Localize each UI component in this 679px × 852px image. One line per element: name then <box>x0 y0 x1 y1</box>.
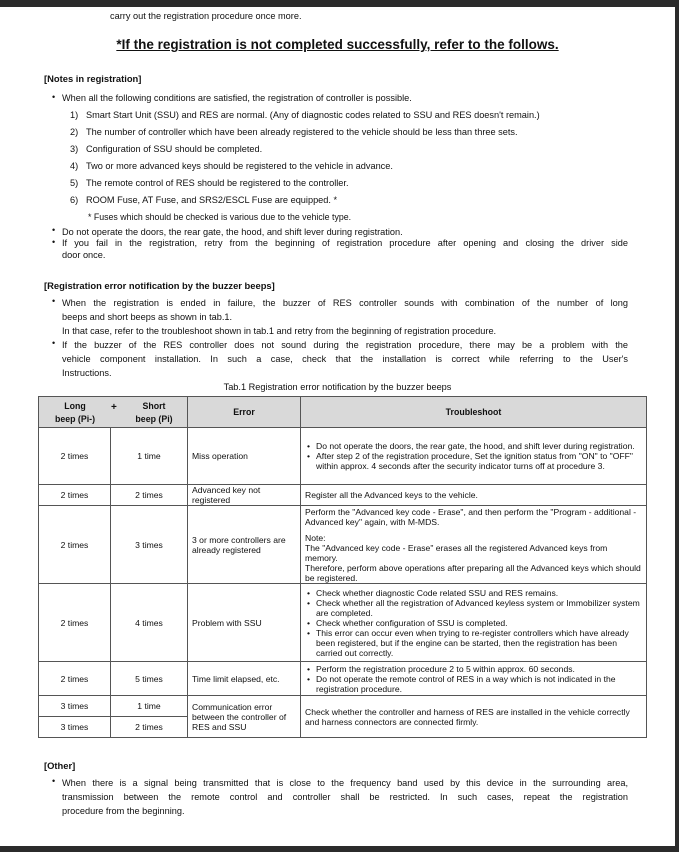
troubleshoot-cell <box>301 662 647 696</box>
troubleshoot-cell <box>301 428 647 485</box>
condition-text: ROOM Fuse, AT Fuse, and SRS2/ESCL Fuse are equipped. * <box>86 195 338 205</box>
troubleshoot-item: • Check whether diagnostic Code related SSU and RES remains. <box>316 588 642 598</box>
conditions-intro: When all the following conditions are satisfied, the registration of controller is possible. <box>62 93 412 103</box>
table-row <box>39 485 647 506</box>
troubleshoot-header: Troubleshoot <box>301 397 647 428</box>
long-beep-cell: 2 times <box>39 506 111 584</box>
condition-text: The remote control of RES should be registered to the controller. <box>86 178 349 188</box>
table-row <box>39 662 647 696</box>
troubleshoot-para: Perform the "Advanced key code - Erase", and then perform the "Program - additional - Advanced key" again, with M-MDS. <box>305 506 637 527</box>
error-cell: 3 or more controllers are already registered <box>188 506 301 584</box>
error-header: Error <box>188 397 301 428</box>
intro-line: carry out the registration procedure once more. <box>110 11 302 21</box>
condition-num: 4) <box>70 161 79 171</box>
other-bullet-cont: transmission between the remote control and controller shall be restricted. In such cases, repeat the registration <box>62 792 628 802</box>
condition-text: The number of controller which have been already registered to the vehicle should be less than three sets. <box>86 127 518 137</box>
troubleshoot-cell <box>301 506 647 584</box>
troubleshoot-para: Therefore, perform above operations after preparing all the Advanced keys which should be registered. <box>305 562 641 583</box>
bullet-dot-icon: • <box>52 776 56 786</box>
long-beep-cell: 2 times <box>39 662 111 696</box>
other-section-title: [Other] <box>44 760 76 771</box>
condition-text: Two or more advanced keys should be registered to the vehicle in advance. <box>86 161 393 171</box>
troubleshoot-item: • Do not operate the remote control of RES in a way which is not indicated in the registration procedure. <box>316 674 642 694</box>
window-top-edge <box>0 0 679 7</box>
condition-num: 1) <box>70 110 79 120</box>
troubleshoot-item: • This error can occur even when trying to re-register controllers which have already been registered, but if the engine can be started, then the registration has been carried out correctly. <box>316 628 642 658</box>
buzzer-section-title: [Registration error notification by the buzzer beeps] <box>44 280 275 291</box>
troubleshoot-item: • Perform the registration procedure 2 to 5 within approx. 60 seconds. <box>316 664 642 674</box>
buzzer-bullet-failure-cont: In that case, refer to the troubleshoot shown in tab.1 and retry from the beginning of registration procedure. <box>62 326 497 336</box>
troubleshoot-item: • Check whether configuration of SSU is completed. <box>316 618 642 628</box>
long-beep-cell: 2 times <box>39 428 111 485</box>
condition-text: Configuration of SSU should be completed. <box>86 144 263 154</box>
error-cell: Problem with SSU <box>188 584 301 662</box>
scrollbar-track[interactable] <box>675 0 679 852</box>
long-beep-cell: 3 times <box>39 696 111 717</box>
short-beep-cell: 3 times <box>111 506 188 584</box>
short-beep-cell: 1 time <box>111 696 188 717</box>
condition-num: 2) <box>70 127 79 137</box>
short-beep-cell: 2 times <box>111 485 188 506</box>
table-row <box>39 506 647 584</box>
buzzer-bullet-no-sound-cont: vehicle component installation. In such a case, check that the installation is correct while referring to the User's <box>62 354 628 364</box>
long-beep-cell: 2 times <box>39 485 111 506</box>
main-heading: *If the registration is not completed successfully, refer to the follows. <box>116 37 559 52</box>
short-beep-cell: 4 times <box>111 584 188 662</box>
bullet-dot-icon: • <box>52 237 56 247</box>
error-table <box>38 396 647 738</box>
long-beep-cell: 3 times <box>39 717 111 738</box>
notes-bullet-retry-cont: door once. <box>62 250 106 260</box>
long-beep-cell: 2 times <box>39 584 111 662</box>
short-beep-header: Short beep (Pi) <box>135 401 173 424</box>
long-beep-header: Long beep (Pi-) <box>54 401 96 424</box>
window-bottom-edge <box>0 846 679 852</box>
notes-section-title: [Notes in registration] <box>44 73 142 84</box>
bullet-dot-icon: • <box>52 92 56 102</box>
bullet-dot-icon: • <box>52 225 56 235</box>
condition-num: 5) <box>70 178 79 188</box>
plus-symbol: + <box>111 402 117 413</box>
troubleshoot-item: • Check whether all the registration of Advanced keyless system or Immobilizer system are completed. <box>316 598 642 618</box>
buzzer-bullet-no-sound-cont: Instructions. <box>62 368 112 378</box>
notes-bullet-doors: Do not operate the doors, the rear gate, the hood, and shift lever during registration. <box>62 227 403 237</box>
other-bullet: When there is a signal being transmitted that is close to the frequency band used by this device in the surrounding area, <box>62 778 628 788</box>
table-row <box>39 584 647 662</box>
error-cell: Advanced key not registered <box>188 485 301 506</box>
troubleshoot-item: • After step 2 of the registration procedure, Set the ignition status from "ON" to "OFF" within approx. 4 seconds after the security indicator turns off at procedure 3. <box>316 451 642 471</box>
error-cell: Time limit elapsed, etc. <box>188 662 301 696</box>
troubleshoot-cell: Check whether the controller and harness of RES are installed in the vehicle correctly and harness connectors are connected firmly. <box>301 696 647 738</box>
buzzer-bullet-failure-cont: beeps and short beeps as shown in tab.1. <box>62 312 233 322</box>
troubleshoot-cell <box>301 584 647 662</box>
table-caption: Tab.1 Registration error notification by the buzzer beeps <box>223 382 452 392</box>
other-bullet-cont: procedure from the beginning. <box>62 806 185 816</box>
short-beep-cell: 2 times <box>111 717 188 738</box>
condition-text: Smart Start Unit (SSU) and RES are normal. (Any of diagnostic codes related to SSU and RES doesn't remain.) <box>86 110 540 120</box>
buzzer-bullet-no-sound: If the buzzer of the RES controller does not sound during the registration procedure, there may be a problem with the <box>62 340 628 350</box>
table-row <box>39 696 647 717</box>
document-page <box>0 7 675 846</box>
fuse-note: * Fuses which should be checked is various due to the vehicle type. <box>88 212 352 222</box>
notes-bullet-retry: If you fail in the registration, retry from the beginning of registration procedure after opening and closing the driver side <box>62 238 628 248</box>
troubleshoot-item: • Do not operate the doors, the rear gate, the hood, and shift lever during registration. <box>316 441 642 451</box>
buzzer-bullet-failure: When the registration is ended in failure, the buzzer of RES controller sounds with combination of the number of long <box>62 298 628 308</box>
troubleshoot-para: The "Advanced key code - Erase" erases all the registered Advanced keys from memory. <box>305 542 608 563</box>
bullet-dot-icon: • <box>52 338 56 348</box>
troubleshoot-cell: Register all the Advanced keys to the vehicle. <box>301 485 647 506</box>
bullet-dot-icon: • <box>52 296 56 306</box>
table-header-row <box>39 397 647 428</box>
condition-num: 6) <box>70 195 79 205</box>
troubleshoot-note-label: Note: <box>305 532 326 543</box>
error-cell: Miss operation <box>188 428 301 485</box>
short-beep-cell: 1 time <box>111 428 188 485</box>
beep-header <box>39 397 188 428</box>
condition-num: 3) <box>70 144 79 154</box>
short-beep-cell: 5 times <box>111 662 188 696</box>
error-cell: Communication error between the controller of RES and SSU <box>188 696 301 738</box>
table-row <box>39 428 647 485</box>
